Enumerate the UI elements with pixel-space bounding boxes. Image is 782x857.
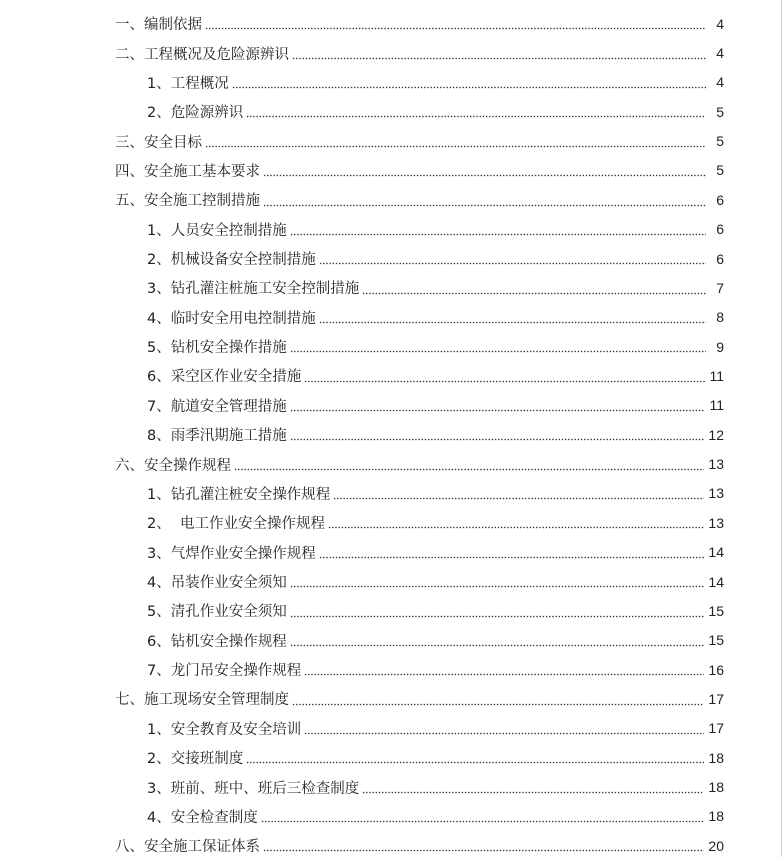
toc-dot-leader bbox=[290, 636, 705, 650]
toc-entry-title: 采空区作业安全措施 bbox=[170, 369, 302, 386]
toc-entry[interactable] bbox=[0, 68, 782, 97]
toc-entry-title: 航道安全管理措施 bbox=[170, 398, 287, 415]
toc-entry-page-number: 4 bbox=[716, 74, 724, 91]
toc-entry-page-number: 12 bbox=[708, 426, 724, 443]
toc-entry-page-number: 18 bbox=[708, 779, 724, 796]
toc-dot-leader bbox=[319, 548, 705, 562]
toc-entry-title: 雨季汛期施工措施 bbox=[170, 428, 287, 445]
toc-entry-page-number: 5 bbox=[716, 103, 724, 120]
toc-entry-number: 六、 bbox=[115, 457, 144, 474]
toc-entry-page-number: 20 bbox=[708, 837, 724, 854]
toc-dot-leader bbox=[290, 225, 706, 239]
toc-entry[interactable] bbox=[0, 185, 782, 214]
toc-entry-title: 编制依据 bbox=[144, 17, 202, 34]
toc-dot-leader bbox=[263, 166, 706, 180]
toc-entry-title: 安全施工保证体系 bbox=[144, 839, 260, 856]
toc-entry-title: 安全教育及安全培训 bbox=[170, 721, 302, 738]
toc-entry-number: 二、 bbox=[115, 46, 144, 63]
toc-dot-leader bbox=[246, 108, 706, 122]
toc-entry[interactable] bbox=[0, 361, 782, 390]
toc-entry-page-number: 7 bbox=[716, 279, 724, 296]
toc-entry-number: 3、 bbox=[147, 545, 171, 562]
toc-entry[interactable] bbox=[0, 244, 782, 273]
toc-entry[interactable] bbox=[0, 567, 782, 596]
toc-dot-leader bbox=[319, 313, 706, 327]
toc-dot-leader bbox=[362, 783, 704, 797]
toc-entry-title: 临时安全用电控制措施 bbox=[170, 310, 316, 327]
toc-entry-title: 班前、班中、班后三检查制度 bbox=[170, 780, 360, 797]
toc-entry-number: 6、 bbox=[147, 633, 171, 650]
toc-entry-page-number: 9 bbox=[716, 338, 724, 355]
toc-entry-page-number: 17 bbox=[708, 720, 724, 737]
toc-entry-number: 2、 bbox=[147, 751, 171, 768]
toc-entry-title: 安全检查制度 bbox=[170, 809, 258, 826]
toc-entry-number: 三、 bbox=[115, 134, 144, 151]
toc-entry[interactable] bbox=[0, 303, 782, 332]
toc-entry-number: 八、 bbox=[115, 839, 144, 856]
toc-entry-page-number: 16 bbox=[708, 661, 724, 678]
toc-entry-number: 七、 bbox=[115, 692, 144, 709]
toc-entry-page-number: 15 bbox=[708, 632, 724, 649]
toc-dot-leader bbox=[292, 695, 704, 709]
toc-entry[interactable] bbox=[0, 508, 782, 537]
toc-dot-leader bbox=[205, 20, 706, 34]
toc-entry[interactable] bbox=[0, 684, 782, 713]
toc-entry-title: 工程概况 bbox=[170, 75, 229, 92]
toc-entry-page-number: 5 bbox=[716, 133, 724, 150]
toc-entry-title: 气焊作业安全操作规程 bbox=[170, 545, 316, 562]
toc-entry[interactable] bbox=[0, 126, 782, 155]
toc-entry-number: 4、 bbox=[147, 575, 171, 591]
toc-dot-leader bbox=[232, 78, 706, 92]
toc-entry-title: 钻机安全操作措施 bbox=[170, 340, 287, 357]
toc-entry-number: 3、 bbox=[147, 780, 171, 797]
toc-entry-number: 2、 bbox=[147, 105, 171, 122]
toc-entry-page-number: 6 bbox=[716, 250, 724, 267]
toc-entry-page-number: 18 bbox=[708, 749, 724, 766]
toc-dot-leader bbox=[304, 666, 704, 680]
toc-entry-page-number: 11 bbox=[709, 397, 724, 414]
toc-dot-leader bbox=[362, 284, 706, 298]
toc-entry[interactable] bbox=[0, 772, 782, 801]
toc-entry[interactable] bbox=[0, 449, 782, 478]
toc-dot-leader bbox=[290, 401, 706, 415]
toc-dot-leader bbox=[234, 460, 704, 474]
toc-dot-leader bbox=[246, 754, 704, 768]
toc-entry-title: 安全目标 bbox=[144, 134, 202, 151]
toc-entry[interactable] bbox=[0, 537, 782, 566]
toc-entry-page-number: 8 bbox=[716, 309, 724, 326]
toc-entry-number: 一、 bbox=[115, 17, 144, 34]
toc-entry-page-number: 17 bbox=[708, 690, 724, 707]
toc-entry[interactable] bbox=[0, 156, 782, 185]
toc-dot-leader bbox=[261, 812, 705, 826]
toc-dot-leader bbox=[263, 842, 704, 856]
toc-entry-title: 工程概况及危险源辨识 bbox=[144, 46, 289, 63]
toc-entry-title: 吊装作业安全须知 bbox=[170, 575, 287, 591]
toc-entry-page-number: 4 bbox=[716, 15, 724, 32]
toc-dot-leader bbox=[290, 431, 705, 445]
toc-entry-title: 钻孔灌注桩安全操作规程 bbox=[170, 486, 331, 503]
toc-entry-number: 1、 bbox=[147, 222, 171, 239]
toc-entry-page-number: 14 bbox=[708, 544, 724, 561]
toc-entry[interactable] bbox=[0, 420, 782, 449]
toc-entry-number: 4、 bbox=[147, 310, 171, 327]
toc-dot-leader bbox=[205, 137, 706, 151]
toc-entry-number: 3、 bbox=[147, 281, 171, 298]
toc-entry-number: 7、 bbox=[147, 398, 171, 415]
toc-entry[interactable] bbox=[0, 9, 782, 38]
toc-entry-number: 1、 bbox=[147, 721, 171, 738]
toc-dot-leader bbox=[292, 49, 706, 63]
toc-entry-number: 4、 bbox=[147, 809, 171, 826]
toc-entry-title: 交接班制度 bbox=[170, 751, 244, 768]
toc-entry[interactable] bbox=[0, 802, 782, 831]
toc-entry[interactable] bbox=[0, 391, 782, 420]
toc-dot-leader bbox=[333, 489, 704, 503]
toc-entry[interactable] bbox=[0, 626, 782, 655]
toc-entry-page-number: 13 bbox=[708, 514, 724, 531]
toc-entry-title: 安全操作规程 bbox=[144, 457, 231, 474]
toc-entry-number: 2、 bbox=[147, 252, 171, 269]
toc-entry[interactable] bbox=[0, 596, 782, 625]
toc-entry-number: 5、 bbox=[147, 604, 171, 621]
toc-entry-number: 6、 bbox=[147, 369, 171, 386]
toc-dot-leader bbox=[304, 724, 704, 738]
toc-entry-page-number: 13 bbox=[708, 456, 724, 473]
toc-entry-page-number: 13 bbox=[708, 485, 724, 502]
toc-entry[interactable] bbox=[0, 97, 782, 126]
toc-entry-title: 钻孔灌注桩施工安全控制措施 bbox=[170, 281, 360, 298]
toc-entry-number: 7、 bbox=[147, 663, 171, 680]
toc-dot-leader bbox=[263, 196, 706, 210]
toc-entry-title: 龙门吊安全操作规程 bbox=[170, 663, 302, 680]
toc-entry[interactable] bbox=[0, 743, 782, 772]
toc-entry-page-number: 18 bbox=[708, 808, 724, 825]
toc-entry[interactable] bbox=[0, 831, 782, 857]
toc-entry-title: 施工现场安全管理制度 bbox=[144, 692, 289, 709]
toc-entry-title: 电工作业安全操作规程 bbox=[170, 516, 325, 533]
toc-entry[interactable] bbox=[0, 332, 782, 361]
toc-dot-leader bbox=[290, 578, 705, 592]
toc-entry-title: 危险源辨识 bbox=[170, 105, 244, 122]
toc-entry-title: 清孔作业安全须知 bbox=[170, 604, 287, 621]
toc-entry[interactable] bbox=[0, 38, 782, 67]
toc-entry-title: 安全施工基本要求 bbox=[144, 163, 260, 180]
toc-entry-page-number: 11 bbox=[709, 367, 724, 384]
toc-entry-number: 2、 bbox=[147, 516, 171, 533]
toc-dot-leader bbox=[328, 519, 704, 533]
table-of-contents bbox=[0, 9, 782, 857]
toc-entry[interactable] bbox=[0, 273, 782, 302]
toc-entry-number: 五、 bbox=[115, 193, 144, 210]
toc-entry-page-number: 4 bbox=[716, 45, 724, 62]
toc-entry-page-number: 15 bbox=[708, 602, 724, 619]
toc-entry[interactable] bbox=[0, 714, 782, 743]
toc-entry-number: 1、 bbox=[147, 486, 171, 503]
toc-entry-title: 安全施工控制措施 bbox=[144, 193, 260, 210]
toc-entry-title: 钻机安全操作规程 bbox=[170, 633, 287, 650]
toc-entry-number: 8、 bbox=[147, 428, 171, 445]
toc-entry[interactable] bbox=[0, 479, 782, 508]
toc-entry-page-number: 6 bbox=[716, 191, 724, 208]
toc-entry-title: 机械设备安全控制措施 bbox=[170, 252, 316, 269]
toc-dot-leader bbox=[290, 607, 705, 621]
toc-entry-page-number: 6 bbox=[716, 221, 724, 238]
toc-dot-leader bbox=[304, 372, 705, 386]
toc-entry-number: 四、 bbox=[115, 163, 144, 180]
toc-dot-leader bbox=[290, 343, 706, 357]
toc-entry-number: 1、 bbox=[147, 75, 171, 92]
toc-dot-leader bbox=[319, 255, 706, 269]
toc-entry-number: 5、 bbox=[147, 340, 171, 357]
toc-entry[interactable] bbox=[0, 655, 782, 684]
toc-entry-title: 人员安全控制措施 bbox=[170, 222, 287, 239]
toc-entry-page-number: 14 bbox=[708, 573, 724, 590]
toc-entry-page-number: 5 bbox=[716, 162, 724, 179]
toc-entry[interactable] bbox=[0, 215, 782, 244]
